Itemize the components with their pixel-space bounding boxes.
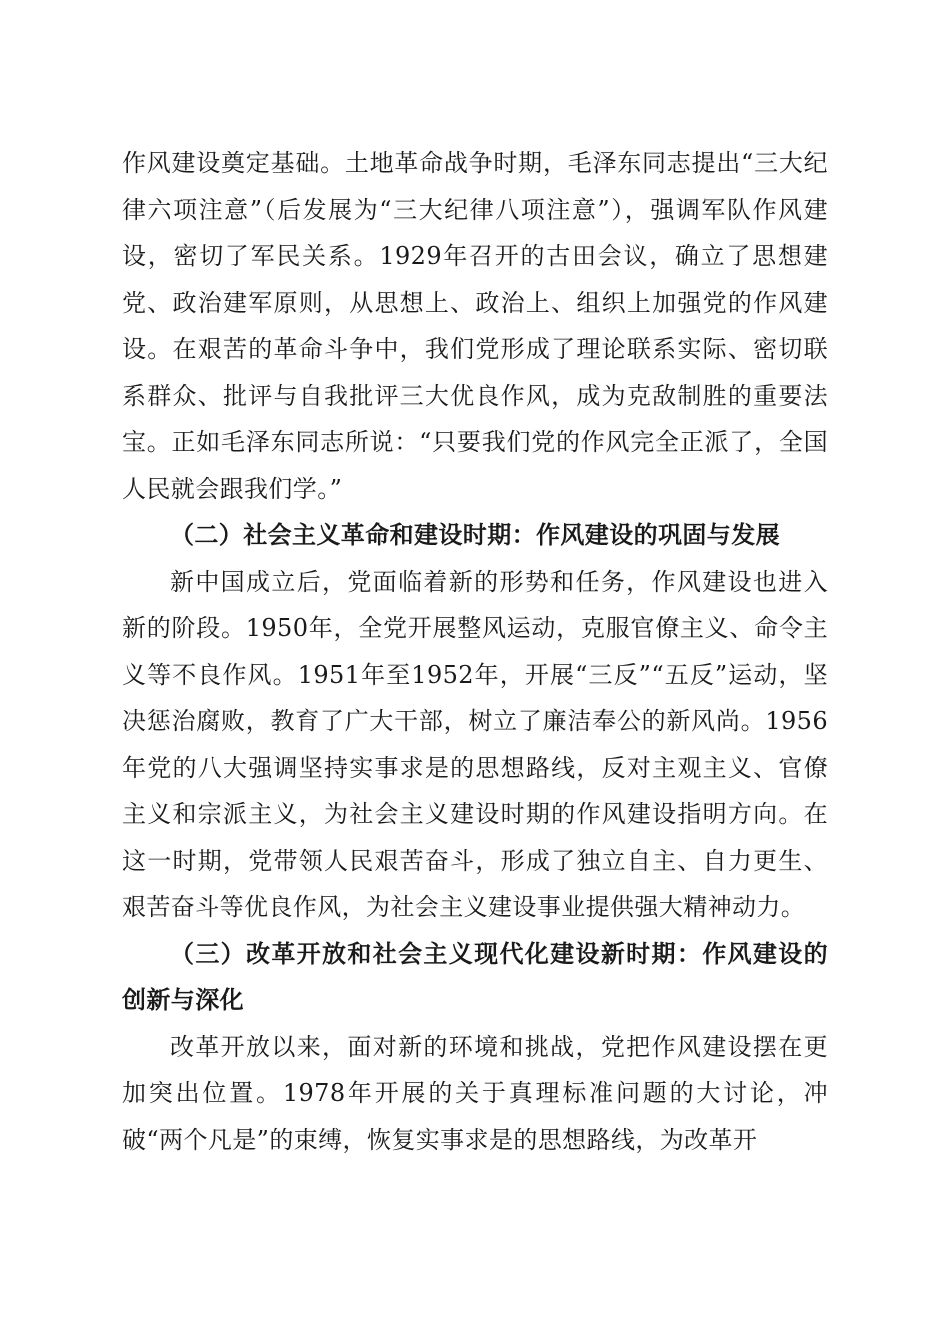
document-body: [122, 140, 828, 1163]
section-heading-2: （二）社会主义革命和建设时期：作风建设的巩固与发展: [170, 520, 780, 549]
body-paragraph: 改革开放以来，面对新的环境和挑战，党把作风建设摆在更加突出位置。1978年开展的关于真理标准问题的大讨论，冲破“两个凡是”的束缚，恢复实事求是的思想路线，为改革开: [122, 1032, 828, 1154]
body-paragraph: 新中国成立后，党面临着新的形势和任务，作风建设也进入新的阶段。1950年，全党开展整风运动，克服官僚主义、命令主义等不良作风。1951年至1952年，开展“三反”“五反”运动，坚决惩治腐败，教育了广大干部，树立了廉洁奉公的新风尚。1956年党的八大强调坚持实事求是的思想路线，反对主观主义、官僚主义和宗派主义，为社会主义建设时期的作风建设指明方向。在这一时期，党带领人民艰苦奋斗，形成了独立自主、自力更生、艰苦奋斗等优良作风，为社会主义建设事业提供强大精神动力。: [122, 567, 828, 921]
body-paragraph-continued: 作风建设奠定基础。土地革命战争时期，毛泽东同志提出“三大纪律六项注意”（后发展为“三大纪律八项注意”），强调军队作风建设，密切了军民关系。1929年召开的古田会议，确立了思想建党、政治建军原则，从思想上、政治上、组织上加强党的作风建设。在艰苦的革命斗争中，我们党形成了理论联系实际、密切联系群众、批评与自我批评三大优良作风，成为克敌制胜的重要法宝。正如毛泽东同志所说：“只要我们党的作风完全正派了，全国人民就会跟我们学。”: [122, 149, 828, 503]
section-heading-3: （三）改革开放和社会主义现代化建设新时期：作风建设的创新与深化: [122, 938, 828, 1014]
